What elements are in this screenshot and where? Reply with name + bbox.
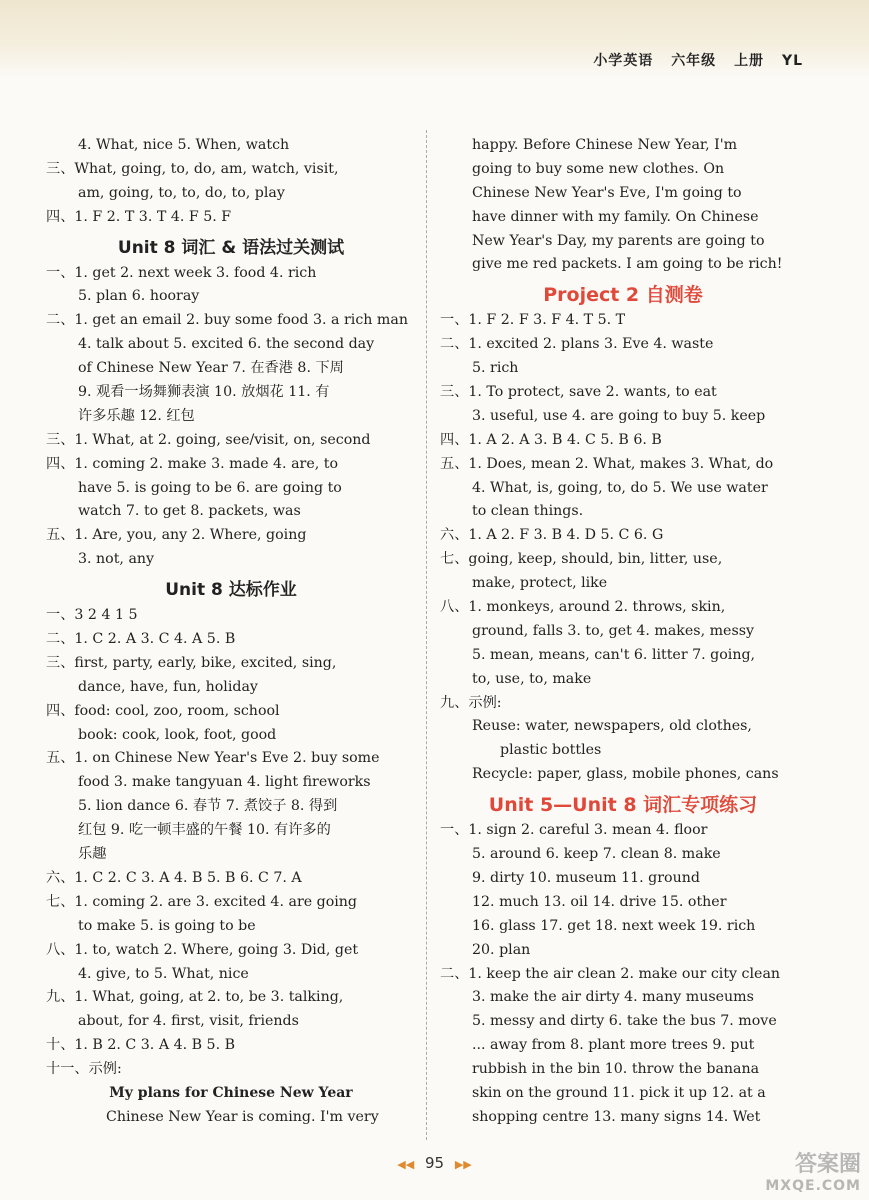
book-header <box>581 50 803 70</box>
answer-line: 九、示例: <box>440 694 502 711</box>
answer-line: 5. around 6. keep 7. clean 8. make <box>472 846 721 863</box>
section-title: Project 2 自测卷 <box>543 284 703 307</box>
answer-line: 四、food: cool, zoo, room, school <box>46 702 280 719</box>
answer-line: going to buy some new clothes. On <box>472 160 725 177</box>
answer-line: 七、going, keep, should, bin, litter, use, <box>440 551 723 568</box>
answer-line: 12. much 13. oil 14. drive 15. other <box>472 893 727 910</box>
answer-line: 十一、示例: <box>46 1061 122 1078</box>
answer-line: 4. give, to 5. What, nice <box>78 965 249 982</box>
answer-line: 一、3 2 4 1 5 <box>46 607 138 624</box>
answer-line: to clean things. <box>472 503 584 520</box>
right-answer-column <box>440 134 806 1130</box>
answer-line: 红包 9. 吃一顿丰盛的午餐 10. 有许多的 <box>78 822 331 839</box>
section-title: Unit 5—Unit 8 词汇专项练习 <box>488 794 758 817</box>
answer-line: 9. 观看一场舞狮表演 10. 放烟花 11. 有 <box>78 384 330 401</box>
answer-line: 二、1. keep the air clean 2. make our city clean <box>440 965 781 982</box>
answer-line: New Year's Day, my parents are going to <box>472 232 765 249</box>
answer-line: make, protect, like <box>472 575 608 592</box>
answer-line: 5. rich <box>472 360 519 377</box>
watermark-url: MXQE.COM <box>765 1178 861 1194</box>
answer-line: 3. useful, use 4. are going to buy 5. keep <box>472 407 766 424</box>
answer-line: Chinese New Year's Eve, I'm going to <box>472 184 742 201</box>
header-edition: YL <box>781 53 803 69</box>
answer-line: Reuse: water, newspapers, old clothes, <box>472 718 752 735</box>
answer-line: 七、1. coming 2. are 3. excited 4. are going <box>46 893 358 910</box>
answer-line: 二、1. C 2. A 3. C 4. A 5. B <box>46 631 236 648</box>
answer-line: 二、1. excited 2. plans 3. Eve 4. waste <box>440 336 714 353</box>
answer-line: 五、1. Are, you, any 2. Where, going <box>46 527 307 544</box>
answer-line: happy. Before Chinese New Year, I'm <box>472 137 738 153</box>
answer-line: to, use, to, make <box>472 670 592 687</box>
answer-line: dance, have, fun, holiday <box>78 678 258 695</box>
prev-arrow-icon: ◀◀ <box>397 1158 415 1171</box>
answer-line: 五、1. on Chinese New Year's Eve 2. buy some <box>46 750 380 767</box>
answer-line: of Chinese New Year 7. 在香港 8. 下周 <box>78 360 344 377</box>
answer-line: have dinner with my family. On Chinese <box>472 208 759 225</box>
next-arrow-icon: ▶▶ <box>454 1158 472 1171</box>
answer-line: to make 5. is going to be <box>78 917 256 934</box>
answer-line: 3. make the air dirty 4. many museums <box>472 989 754 1006</box>
answer-line: 三、What, going, to, do, am, watch, visit, <box>46 160 339 177</box>
section-title: Unit 8 词汇 & 语法过关测试 <box>117 237 345 258</box>
answer-line: 六、1. C 2. C 3. A 4. B 5. B 6. C 7. A <box>46 869 302 886</box>
answer-line: book: cook, look, foot, good <box>78 726 277 743</box>
answer-line: skin on the ground 11. pick it up 12. at a <box>472 1084 766 1101</box>
answer-line: 3. not, any <box>78 551 155 568</box>
answer-line: 二、1. get an email 2. buy some food 3. a rich man <box>46 312 408 329</box>
answer-line: 4. talk about 5. excited 6. the second day <box>78 336 375 353</box>
answer-line: 九、1. What, going, at 2. to, be 3. talking, <box>46 989 344 1006</box>
answer-line: have 5. is going to be 6. are going to <box>78 479 342 496</box>
answer-line: 六、1. A 2. F 3. B 4. D 5. C 6. G <box>440 527 664 544</box>
answer-line: 乐趣 <box>78 846 107 863</box>
watermark-logo <box>765 1147 861 1194</box>
header-volume: 上册 <box>734 53 765 69</box>
answer-line: about, for 4. first, visit, friends <box>78 1013 299 1030</box>
answer-line: 5. messy and dirty 6. take the bus 7. move <box>472 1013 777 1030</box>
left-answer-column <box>46 134 416 1130</box>
answer-line: 三、1. To protect, save 2. wants, to eat <box>440 384 717 401</box>
answer-line: ... away from 8. plant more trees 9. put <box>472 1037 755 1054</box>
answer-line: 四、1. A 2. A 3. B 4. C 5. B 6. B <box>440 431 662 448</box>
answer-line: 八、1. to, watch 2. Where, going 3. Did, get <box>46 941 359 958</box>
answer-line: 三、first, party, early, bike, excited, sing, <box>46 654 337 671</box>
essay-title: My plans for Chinese New Year <box>109 1084 353 1101</box>
answer-line: rubbish in the bin 10. throw the banana <box>472 1061 760 1078</box>
answer-line: ground, falls 3. to, get 4. makes, messy <box>472 622 755 639</box>
column-divider <box>426 130 427 1140</box>
answer-line: food 3. make tangyuan 4. light fireworks <box>78 774 371 791</box>
answer-line: plastic bottles <box>500 742 602 759</box>
answer-line: 三、1. What, at 2. going, see/visit, on, second <box>46 431 371 448</box>
answer-line: 20. plan <box>472 941 531 958</box>
page-number: 95 <box>424 1154 445 1172</box>
answer-line: 八、1. monkeys, around 2. throws, skin, <box>440 599 726 616</box>
answer-line: 一、1. get 2. next week 3. food 4. rich <box>46 264 317 281</box>
answer-line: 4. What, is, going, to, do 5. We use water <box>472 479 768 496</box>
answer-line: Recycle: paper, glass, mobile phones, cans <box>472 766 779 783</box>
answer-line: 5. lion dance 6. 春节 7. 煮饺子 8. 得到 <box>78 798 338 815</box>
answer-line: 16. glass 17. get 18. next week 19. rich <box>472 917 756 934</box>
header-subject: 小学英语 <box>593 53 654 69</box>
answer-line: 许多乐趣 12. 红包 <box>78 407 195 424</box>
section-title: Unit 8 达标作业 <box>165 580 297 601</box>
answer-line: give me red packets. I am going to be rich! <box>472 256 783 273</box>
answer-line: 4. What, nice 5. When, watch <box>78 137 290 153</box>
answer-line: 5. mean, means, can't 6. litter 7. going, <box>472 646 756 663</box>
answer-line: 一、1. sign 2. careful 3. mean 4. floor <box>440 822 708 839</box>
answer-line: watch 7. to get 8. packets, was <box>78 503 301 520</box>
answer-line: 五、1. Does, mean 2. What, makes 3. What, do <box>440 455 774 472</box>
answer-line: 四、1. coming 2. make 3. made 4. are, to <box>46 455 338 472</box>
answer-line: 四、1. F 2. T 3. T 4. F 5. F <box>46 208 232 225</box>
answer-line: 9. dirty 10. museum 11. ground <box>472 869 700 886</box>
answer-line: 5. plan 6. hooray <box>78 288 200 305</box>
answer-line: 一、1. F 2. F 3. F 4. T 5. T <box>440 312 626 329</box>
header-grade: 六年级 <box>671 53 717 69</box>
answer-line: 十、1. B 2. C 3. A 4. B 5. B <box>46 1037 236 1054</box>
watermark-text: 答案圈 <box>794 1152 861 1177</box>
page-footer <box>0 1154 869 1172</box>
answer-line: shopping centre 13. many signs 14. Wet <box>472 1108 761 1125</box>
answer-line: am, going, to, to, do, to, play <box>78 184 285 201</box>
answer-line: Chinese New Year is coming. I'm very <box>106 1108 379 1125</box>
